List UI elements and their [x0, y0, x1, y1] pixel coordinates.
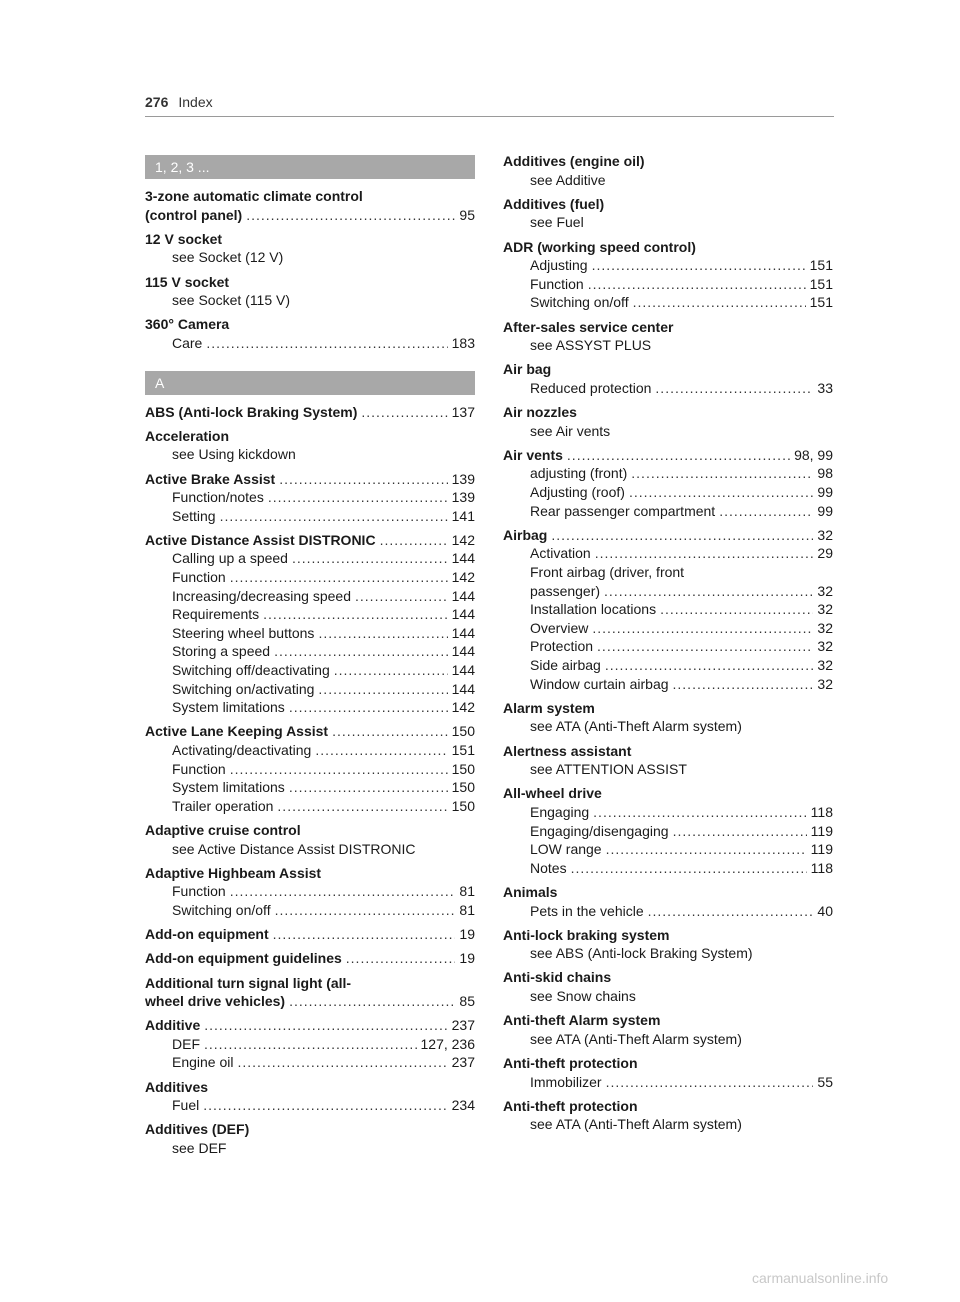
sub-entry-label: Care: [172, 334, 203, 351]
entry-title: Additive: [145, 1017, 201, 1034]
sub-entry: [145, 605, 475, 624]
sub-entry: [145, 507, 475, 526]
page-ref[interactable]: 151: [809, 257, 833, 274]
sub-entry: [145, 1096, 475, 1115]
page-ref[interactable]: 98, 99: [794, 446, 833, 463]
leader-dots: [629, 483, 813, 502]
leader-dots: [655, 379, 813, 398]
page-ref[interactable]: 119: [810, 841, 833, 858]
leader-dots: [273, 925, 456, 944]
entry-title: 12 V socket: [145, 230, 223, 247]
sub-entry: [145, 642, 475, 661]
page-ref[interactable]: 142: [451, 699, 475, 716]
sub-entry: [503, 256, 833, 275]
index-entry: [503, 926, 833, 963]
page-ref[interactable]: 32: [817, 582, 833, 599]
sub-entry: [503, 1073, 833, 1092]
sub-entry: [503, 902, 833, 921]
page-ref[interactable]: 151: [809, 275, 833, 292]
page-ref[interactable]: 151: [809, 294, 833, 311]
leader-dots: [289, 778, 448, 797]
see-reference[interactable]: see ATTENTION ASSIST: [530, 761, 687, 778]
sub-entry-label: Activation: [530, 545, 591, 562]
page-ref[interactable]: 144: [451, 550, 475, 567]
index-entry: [503, 195, 833, 232]
entry-title: Additives (DEF): [145, 1121, 250, 1138]
see-reference[interactable]: see Socket (115 V): [172, 292, 291, 309]
leader-dots: [292, 549, 448, 568]
leader-dots: [648, 902, 814, 921]
leader-dots: [275, 901, 456, 920]
page-ref[interactable]: 127, 236: [420, 1035, 475, 1052]
page-ref[interactable]: 144: [451, 643, 475, 660]
entry-title-row: [503, 526, 833, 545]
sub-entry-label: Setting: [172, 507, 216, 524]
page-ref[interactable]: 99: [817, 502, 833, 519]
page-ref[interactable]: 144: [451, 606, 475, 623]
leader-dots: [203, 1096, 447, 1115]
leader-dots: [361, 403, 447, 422]
sub-entry: [503, 822, 833, 841]
sub-entry-label: Protection: [530, 638, 594, 655]
page-ref[interactable]: 32: [817, 526, 833, 543]
leader-dots: [332, 722, 448, 741]
sub-entry: [503, 803, 833, 822]
page-ref[interactable]: 95: [459, 206, 475, 223]
entry-title-row: [145, 992, 475, 1011]
index-entry: [503, 526, 833, 693]
sub-entry: [145, 334, 475, 353]
see-reference[interactable]: see ASSYST PLUS: [530, 337, 652, 354]
entry-title: Active Distance Assist DISTRONIC: [145, 531, 376, 548]
sub-entry: [503, 859, 833, 878]
leader-dots: [279, 470, 447, 489]
entry-title: Air bag: [503, 361, 552, 378]
sub-entry: [145, 760, 475, 779]
entry-title: 360° Camera: [145, 316, 230, 333]
sub-entry-label: Pets in the vehicle: [530, 902, 644, 919]
entry-title-row: [145, 722, 475, 741]
leader-dots: [551, 526, 813, 545]
sub-entry-label: Switching on/off: [172, 901, 271, 918]
entry-title: Adaptive Highbeam Assist: [145, 864, 322, 881]
leader-dots: [673, 822, 807, 841]
leader-dots: [318, 680, 447, 699]
page-ref[interactable]: 141: [451, 507, 475, 524]
sub-entry-label: Storing a speed: [172, 643, 271, 660]
index-entry: [503, 784, 833, 877]
leader-dots: [605, 656, 814, 675]
sub-entry: [503, 840, 833, 859]
page-ref[interactable]: 137: [451, 403, 475, 420]
sub-entry: [503, 293, 833, 312]
sub-entry-label: Installation locations: [530, 601, 657, 618]
section-header-numbers: 1, 2, 3 ...: [145, 155, 475, 179]
page-ref[interactable]: 55: [817, 1073, 833, 1090]
entry-title: Add-on equipment: [145, 926, 269, 943]
page-ref[interactable]: 139: [451, 470, 475, 487]
sub-entry: [145, 1053, 475, 1072]
index-entry: [145, 821, 475, 858]
page-ref[interactable]: 142: [451, 531, 475, 548]
leader-dots: [263, 605, 447, 624]
leader-dots: [592, 256, 806, 275]
index-entry: [145, 1078, 475, 1115]
entry-title: Additional turn signal light (all-: [145, 974, 352, 991]
sub-entry-label: DEF: [172, 1035, 200, 1052]
entry-title-row: [145, 1016, 475, 1035]
page-ref[interactable]: 29: [817, 545, 833, 562]
entry-title: Animals: [503, 883, 558, 900]
page-ref[interactable]: 237: [451, 1017, 475, 1034]
see-reference[interactable]: see Fuel: [530, 214, 584, 231]
sub-entry: [145, 549, 475, 568]
sub-entry-label: Reduced protection: [530, 379, 652, 396]
sub-entry: [503, 379, 833, 398]
index-entry: [503, 1054, 833, 1091]
index-entry: [503, 699, 833, 736]
sub-entry-label: Engaging/disengaging: [530, 822, 669, 839]
leader-dots: [318, 624, 447, 643]
sub-entry: [145, 568, 475, 587]
index-entry: [145, 273, 475, 310]
leader-dots: [719, 502, 813, 521]
index-entry: [503, 360, 833, 397]
sub-entry: [145, 587, 475, 606]
sub-entry-label: Function: [172, 760, 226, 777]
entry-title-row: [145, 531, 475, 550]
index-entry: [145, 470, 475, 526]
index-entry: [503, 152, 833, 189]
page-ref[interactable]: 237: [451, 1054, 475, 1071]
entry-title: wheel drive vehicles): [145, 993, 286, 1010]
sub-entry: [503, 483, 833, 502]
page-ref[interactable]: 32: [817, 657, 833, 673]
leader-dots: [346, 949, 456, 968]
index-entry: [503, 742, 833, 779]
leader-dots: [268, 488, 448, 507]
page-ref[interactable]: 144: [451, 624, 475, 641]
sub-entry-label: Switching off/deactivating: [172, 662, 330, 679]
entry-title: (control panel): [145, 206, 243, 223]
sub-entry-label: Window curtain airbag: [530, 675, 669, 692]
leader-dots: [230, 760, 448, 779]
sub-entry: [503, 502, 833, 521]
leader-dots: [593, 803, 807, 822]
leader-dots: [238, 1053, 448, 1072]
index-entry: [145, 974, 475, 1011]
leader-dots: [355, 587, 448, 606]
leader-dots: [606, 1073, 814, 1092]
page-ref[interactable]: 183: [451, 334, 475, 351]
leader-dots: [588, 275, 806, 294]
index-column-right: [503, 152, 833, 1140]
sub-entry: [145, 741, 475, 760]
index-entry: [145, 1016, 475, 1072]
sub-entry-label: Immobilizer: [530, 1073, 602, 1090]
leader-dots: [230, 568, 448, 587]
entry-title-row: [145, 925, 475, 944]
index-entry: [145, 1120, 475, 1157]
sub-entry: [503, 637, 833, 656]
see-reference[interactable]: see ABS (Anti-lock Braking System): [530, 945, 753, 962]
leader-dots: [204, 1035, 417, 1054]
entry-title: 115 V socket: [145, 273, 230, 290]
index-entry: [145, 230, 475, 267]
sub-entry: [145, 488, 475, 507]
sub-entry-label: Rear passenger compartment: [530, 502, 716, 519]
entry-title: ADR (working speed control): [503, 238, 696, 255]
entry-title: Active Brake Assist: [145, 470, 276, 487]
index-entry: [145, 187, 475, 224]
entry-title-row: [503, 446, 833, 465]
entry-title: Additives (fuel): [503, 195, 605, 212]
index-entry: [145, 427, 475, 464]
sub-entry: [503, 656, 833, 675]
index-entry: [145, 949, 475, 968]
see-reference[interactable]: see Socket (12 V): [172, 249, 284, 266]
page-ref[interactable]: 19: [459, 950, 475, 967]
page-ref[interactable]: 144: [451, 587, 475, 604]
see-reference[interactable]: see ATA (Anti-Theft Alarm system): [530, 1030, 742, 1047]
sub-entry-label: Adjusting (roof): [530, 484, 625, 501]
entry-title: ABS (Anti-lock Braking System): [145, 403, 358, 420]
sub-entry: [503, 275, 833, 294]
leader-dots: [660, 600, 813, 619]
leader-dots: [289, 992, 455, 1011]
section-header-a: A: [145, 371, 475, 395]
sub-entry-label: Function/notes: [172, 489, 264, 506]
leader-dots: [246, 206, 455, 225]
watermark: carmanualsonline.info: [752, 1270, 889, 1286]
entry-title: Air nozzles: [503, 404, 577, 421]
page-ref[interactable]: 139: [451, 489, 475, 506]
see-reference[interactable]: see Air vents: [530, 422, 611, 439]
index-column-left: [145, 155, 475, 1163]
page-ref[interactable]: 119: [810, 822, 833, 839]
sub-entry-label: passenger): [530, 582, 601, 599]
leader-dots: [571, 859, 807, 878]
sub-entry: [503, 544, 833, 563]
entry-title: Acceleration: [145, 427, 230, 444]
entry-title: Anti-lock braking system: [503, 926, 670, 943]
index-entry: [145, 925, 475, 944]
sub-entry: [503, 600, 833, 619]
page-ref[interactable]: 32: [817, 638, 833, 655]
sub-entry-label: System limitations: [172, 779, 285, 796]
index-entry: [503, 403, 833, 440]
leader-dots: [380, 531, 448, 550]
sub-entry: [145, 698, 475, 717]
see-reference[interactable]: see ATA (Anti-Theft Alarm system): [530, 718, 742, 735]
page-ref[interactable]: 81: [459, 883, 475, 900]
leader-dots: [315, 741, 447, 760]
entry-title: Additives (engine oil): [503, 153, 645, 169]
page-ref[interactable]: 99: [817, 484, 833, 501]
sub-entry-label: Trailer operation: [172, 797, 274, 814]
entry-title: Anti-theft protection: [503, 1055, 638, 1072]
page-ref[interactable]: 98: [817, 465, 833, 482]
page-ref[interactable]: 144: [451, 662, 475, 679]
leader-dots: [595, 544, 814, 563]
leader-dots: [567, 446, 790, 465]
sub-entry-label: Activating/deactivating: [172, 742, 312, 758]
entry-title: Active Lane Keeping Assist: [145, 723, 329, 740]
sub-entry: [145, 624, 475, 643]
entry-title: Air vents: [503, 446, 563, 463]
entry-title-row: [145, 470, 475, 489]
see-reference[interactable]: see Using kickdown: [172, 446, 296, 463]
see-reference[interactable]: see DEF: [172, 1140, 227, 1157]
index-entry: [145, 403, 475, 422]
sub-entry-label: Notes: [530, 859, 567, 876]
sub-entry: [145, 797, 475, 816]
page-ref[interactable]: 118: [810, 803, 833, 820]
sub-entry-label: Calling up a speed: [172, 550, 288, 567]
sub-entry-label: adjusting (front): [530, 465, 628, 482]
page-ref[interactable]: 151: [451, 742, 475, 758]
leader-dots: [334, 661, 448, 680]
index-entry: [503, 968, 833, 1005]
entry-title: Add-on equipment guidelines: [145, 950, 342, 967]
see-reference[interactable]: see ATA (Anti-Theft Alarm system): [530, 1116, 742, 1133]
page-ref[interactable]: 150: [451, 723, 475, 740]
page-ref[interactable]: 150: [451, 779, 475, 796]
see-reference[interactable]: see Snow chains: [530, 988, 636, 1005]
entry-title: 3-zone automatic climate control: [145, 188, 363, 204]
page-ref[interactable]: 81: [459, 901, 475, 918]
leader-dots: [633, 293, 806, 312]
index-entry: [503, 1097, 833, 1134]
page-ref[interactable]: 118: [810, 859, 833, 876]
see-reference[interactable]: see Active Distance Assist DISTRONIC: [172, 840, 416, 857]
entry-title: Airbag: [503, 526, 548, 543]
sub-entry: [503, 619, 833, 638]
entry-title: Additives: [145, 1078, 209, 1095]
page-ref[interactable]: 32: [817, 601, 833, 618]
index-entry: [503, 1011, 833, 1048]
sub-entry-label: Overview: [530, 619, 589, 636]
leader-dots: [277, 797, 447, 816]
sub-entry-label: Adjusting: [530, 257, 588, 274]
entry-title: Adaptive cruise control: [145, 821, 301, 838]
index-entry: [145, 722, 475, 815]
page-number: 276: [145, 94, 169, 110]
page-ref[interactable]: 85: [459, 993, 475, 1010]
index-entry: [503, 446, 833, 520]
sub-entry: [503, 464, 833, 483]
entry-title-row: [145, 403, 475, 422]
sub-entry-label: Steering wheel buttons: [172, 624, 315, 641]
index-entry: [145, 864, 475, 920]
sub-entry: [145, 680, 475, 699]
sub-entry: [145, 882, 475, 901]
entry-title: Alertness assistant: [503, 742, 632, 759]
page-ref[interactable]: 150: [451, 797, 475, 814]
entry-title: Anti-theft protection: [503, 1097, 638, 1114]
sub-entry: [145, 901, 475, 920]
sub-entry-label: Engaging: [530, 803, 590, 820]
index-entry: [145, 315, 475, 352]
see-reference[interactable]: see Additive: [530, 171, 606, 188]
sub-entry: [503, 582, 833, 601]
leader-dots: [631, 464, 813, 483]
sub-entry-label: Function: [172, 569, 226, 586]
page-ref[interactable]: 32: [817, 675, 833, 692]
leader-dots: [597, 637, 813, 656]
sub-entry-label: Fuel: [172, 1097, 200, 1114]
page-ref[interactable]: 32: [817, 619, 833, 636]
entry-title-row: [145, 206, 475, 225]
leader-dots: [592, 619, 813, 638]
leader-dots: [274, 642, 448, 661]
entry-title: After-sales service center: [503, 318, 674, 335]
entry-title: All-wheel drive: [503, 785, 602, 802]
page-ref[interactable]: 234: [451, 1097, 475, 1114]
entry-title: Alarm system: [503, 699, 595, 716]
header-title: Index: [178, 94, 213, 110]
leader-dots: [230, 882, 456, 901]
page-ref[interactable]: 144: [451, 680, 475, 697]
entry-title-row: [145, 949, 475, 968]
leader-dots: [289, 698, 448, 717]
sub-entry: [503, 675, 833, 694]
sub-entry-label: Engine oil: [172, 1054, 234, 1071]
sub-entry-label: System limitations: [172, 699, 285, 716]
sub-entry-label: Requirements: [172, 606, 260, 623]
leader-dots: [606, 840, 807, 859]
sub-entry: [145, 778, 475, 797]
page-header: [145, 94, 834, 117]
sub-entry-label: Side airbag: [530, 657, 601, 673]
leader-dots: [204, 1016, 447, 1035]
entry-title: Anti-theft Alarm system: [503, 1012, 661, 1029]
index-entry: [503, 318, 833, 355]
sub-entry: [145, 661, 475, 680]
sub-entry-label: Switching on/off: [530, 294, 629, 311]
sub-entry-label: Front airbag (driver, front: [530, 564, 685, 581]
sub-entry-label: Function: [172, 883, 226, 900]
page-ref[interactable]: 150: [451, 760, 475, 777]
sub-entry-label: Switching on/activating: [172, 680, 315, 697]
index-entry: [145, 531, 475, 717]
sub-entry-label: LOW range: [530, 841, 602, 858]
page-ref[interactable]: 33: [817, 379, 833, 396]
page-ref[interactable]: 19: [459, 926, 475, 943]
page-ref[interactable]: 40: [817, 902, 833, 919]
index-entry: [503, 883, 833, 920]
sub-entry-label: Increasing/decreasing speed: [172, 587, 352, 604]
entry-title: Anti-skid chains: [503, 969, 612, 986]
leader-dots: [206, 334, 447, 353]
index-entry: [503, 238, 833, 312]
leader-dots: [604, 582, 813, 601]
leader-dots: [220, 507, 448, 526]
sub-entry: [145, 1035, 475, 1054]
leader-dots: [673, 675, 814, 694]
page-ref[interactable]: 142: [451, 569, 475, 586]
sub-entry-label: Function: [530, 275, 584, 292]
